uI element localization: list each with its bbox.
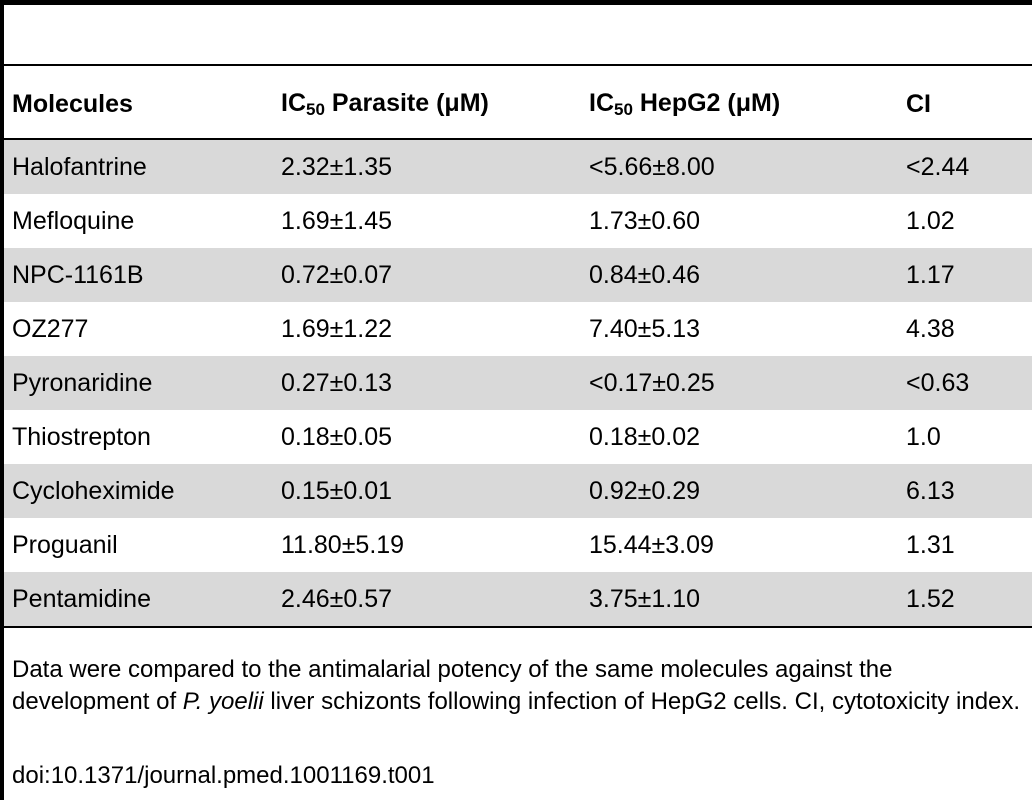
- cell-molecule: Pentamidine: [4, 572, 273, 627]
- cell-ci: 1.31: [906, 530, 955, 559]
- cell-ic50-hepg2: 3.75±1.10: [581, 572, 898, 627]
- doi-reference: doi:10.1371/journal.pmed.1001169.t001: [12, 762, 435, 789]
- table-row: [4, 518, 1032, 572]
- cell-ic50-parasite: 2.46±0.57: [273, 572, 581, 627]
- cell-ic50-parasite: 1.69±1.22: [281, 314, 393, 343]
- column-header-ic50-parasite: $IC_{50}$ Parasite (μM): [273, 70, 581, 139]
- table-row: [4, 139, 1032, 194]
- table-row: [4, 572, 1032, 627]
- table-row: [4, 464, 1032, 518]
- header-top-rule: [4, 64, 1032, 66]
- cell-ci: <2.44: [898, 139, 1032, 194]
- cell-molecule: NPC-1161B: [4, 248, 273, 302]
- cell-ic50-hepg2: 0.92±0.29: [581, 464, 898, 518]
- table-title-area: [4, 5, 1032, 64]
- cell-molecule: Mefloquine: [12, 206, 135, 235]
- table-footnote: [12, 654, 1032, 718]
- cell-molecule: Cycloheximide: [4, 464, 273, 518]
- cell-ci: 1.17: [898, 248, 1032, 302]
- cell-molecule: Halofantrine: [4, 139, 273, 194]
- cell-ic50-hepg2: <5.66±8.00: [581, 139, 898, 194]
- cell-molecule: Pyronaridine: [4, 356, 273, 410]
- table-row: [4, 248, 1032, 302]
- cell-ci: 1.52: [898, 572, 1032, 627]
- cell-molecule: OZ277: [12, 314, 89, 343]
- cell-ci: 1.02: [906, 206, 955, 235]
- table-row: [4, 302, 1032, 356]
- data-table: [4, 70, 1032, 628]
- table-header-row: [4, 70, 1032, 139]
- column-header-molecules: Molecules: [4, 70, 273, 139]
- column-header-ic50-hepg2: $IC_{50}$ HepG2 (μM): [581, 70, 898, 139]
- cell-ic50-hepg2: <0.17±0.25: [581, 356, 898, 410]
- cell-molecule: Proguanil: [12, 530, 118, 559]
- cell-ci: 1.0: [906, 422, 941, 451]
- table-row: [4, 194, 1032, 248]
- cell-ic50-parasite: 0.15±0.01: [273, 464, 581, 518]
- cell-ic50-hepg2: 15.44±3.09: [589, 530, 714, 559]
- cell-ci: 6.13: [898, 464, 1032, 518]
- table-row: [4, 356, 1032, 410]
- cell-ic50-parasite: 1.69±1.45: [281, 206, 393, 235]
- cell-ic50-hepg2: 0.18±0.02: [589, 422, 701, 451]
- cell-ic50-hepg2: 7.40±5.13: [589, 314, 701, 343]
- cell-ic50-parasite: 11.80±5.19: [281, 530, 405, 559]
- cell-ci: <0.63: [898, 356, 1032, 410]
- cell-ci: 4.38: [906, 314, 955, 343]
- cell-ic50-parasite: 0.72±0.07: [273, 248, 581, 302]
- species-name: P. yoelii: [182, 688, 264, 715]
- cell-ic50-hepg2: 0.84±0.46: [581, 248, 898, 302]
- table-row: [4, 410, 1032, 464]
- cell-ic50-parasite: 0.18±0.05: [281, 422, 393, 451]
- footnote-text: Data were compared to the antimalarial potency of the same molecules against the development of P. yoelii liver schizonts following infection of HepG2 cells. CI, cytotoxicity index.: [12, 656, 1021, 715]
- cell-ic50-parasite: 0.27±0.13: [273, 356, 581, 410]
- cell-ic50-hepg2: 1.73±0.60: [589, 206, 701, 235]
- cell-molecule: Thiostrepton: [12, 422, 151, 451]
- cell-ic50-parasite: 2.32±1.35: [273, 139, 581, 194]
- column-header-ci: CI: [898, 70, 1032, 139]
